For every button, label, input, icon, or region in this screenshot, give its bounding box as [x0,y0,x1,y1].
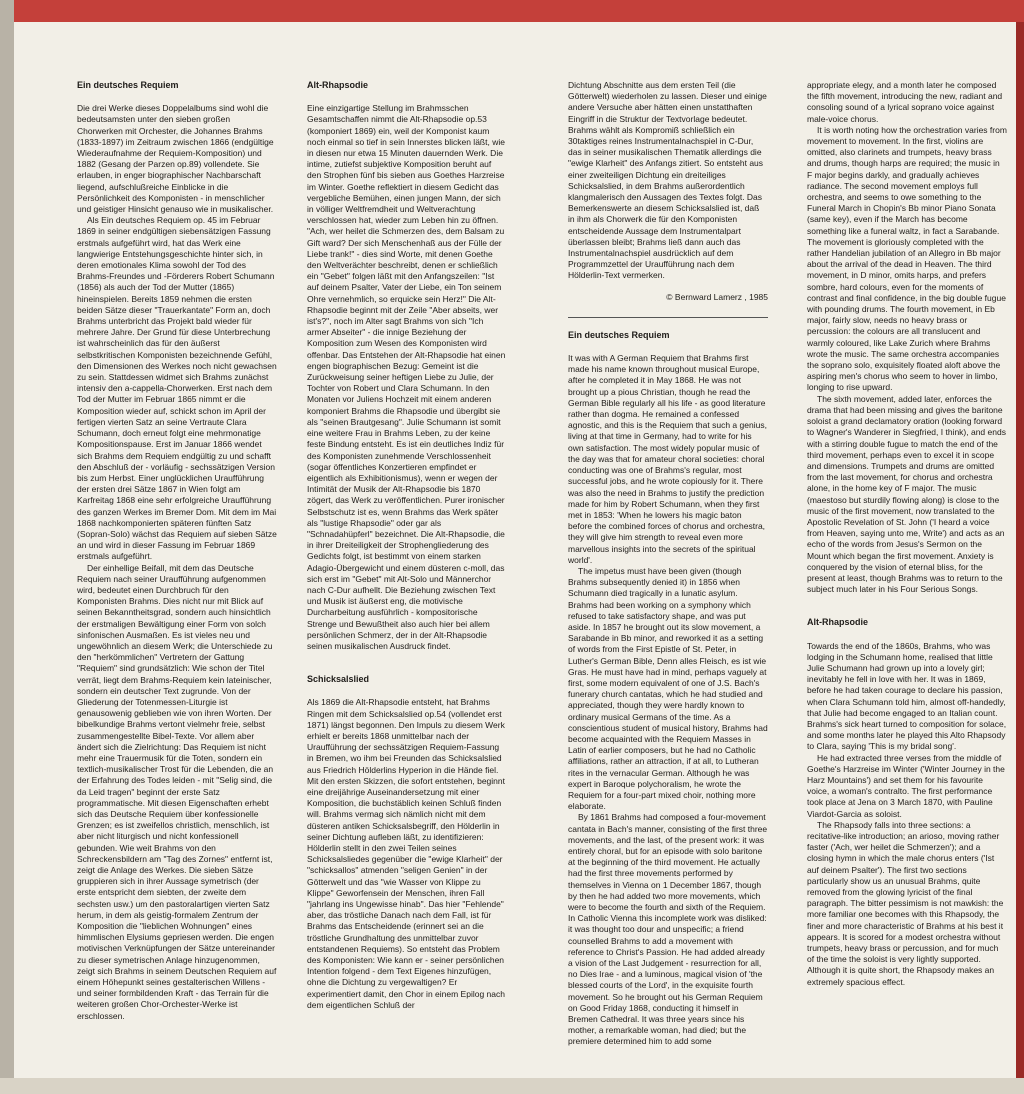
section-heading: Ein deutsches Requiem [77,80,179,90]
paragraph: The sixth movement, added later, enforces the drama that had been missing and gives the baritone soloist a grand declamatory oration (looking forward to Wagner's Wanderer in Siegfried, I think), and ends with a stirring double fugue to match the end of the third movement, perhaps even to excel it in scope and dimensions. Trumpets and drums are omitted from the last movement, for chorus and orchestra alone, in the home key of F major. The music (maestoso but sturdily flowing along) is close to the music of the first movement, now translated to the Apostolic Revelation of St. John ('I heard a voice from Heaven, saying unto me, Write') and acts as an echo of the words from Jesus's Sermon on the Mount which began the first movement. Anxiety is conquered by the vision of eternal bliss, for the present at least, though Brahms was to return to the subject much later in his Four Serious Songs. [807,393,1006,595]
sleeve-edge-top [0,0,1024,22]
paragraph: It is worth noting how the orchestration varies from movement to movement. In the first, violins are omitted, also clarinets and trumpets, heavy brass and drums, though harps are required; the music in F major begins darkly, and gradually achieves radiance. The second movement employs full orchestra, and seems to owe something to the Funeral March in Chopin's Bb minor Piano Sonata (same key), even if the March has become something like a funeral waltz, in fact a Sarabande. The movement is gloriously completed with the rather Handelian jubilation of an Allegro in Bb major about the arrival of the dead in Heaven. The third movement, in D minor, omits harps, and prefers sombre, hard colours, even for the moments of contrast and final confidence, in the big double fugue with pounding drums. The fourth movement, in Eb major, fairly slow, needs no heavy brass or percussion: the colours are all translucent and warmly coloured, like Lake Zurich where Brahms wrote the music. The same orchestra accompanies the soprano solo, exquisitely floated aloft above the aspiring men's chorus who seem to hover in limbo, longing to rise upward. [807,124,1007,393]
author-signature: © Bernward Lamerz , 1985 [666,291,768,302]
column-4 [807,80,1007,1074]
section-heading: Ein deutsches Requiem [568,329,670,340]
sleeve-edge-left [0,0,14,1094]
paragraph: He had extracted three verses from the middle of Goethe's Harzreise im Winter ('Winter Journey in the Harz Mountains') and set them for his favourite voice, a woman's contralto. The first performance took place at Jena on 3 March 1870, with Pauline Viardot-Garcia as soloist. [807,752,1005,819]
section-heading: Alt-Rhapsodie [807,617,869,628]
paragraph: appropriate elegy, and a month later he composed the fifth movement, introducing the new, radiant and consoling sound of a lyrical soprano voice against male-voice chorus. [807,80,1003,124]
paragraph: Der einhellige Beifall, mit dem das Deutsche Requiem nach seiner Uraufführung aufgenommen wird, bedeutet einen Durchbruch für den Komponisten Brahms. Dies nicht nur mit Blick auf seinen Bekanntheitsgrad, sondern auch hinsichtlich der erstmaligen Bewältigung einer Form von solch sinfonischen Ausmaßen. Es ist vieles neu und ungewöhnlich an diesem Werk; die Unterschiede zu den "herkömmlichen" Vertretern der Gattung "Requiem" sind grundsätzlich: Wie schon der Titel verrät, liegt dem Brahms-Requiem kein lateinischer, sondern ein deutscher Text zugrunde. Von der Gliederung der Totenmessen-Liturgie ist genausowenig geblieben wie von ihren Worten. Der bibelkundige Brahms vertont vielmehr freie, selbst zusammengestellte Bibel-Texte. Vor allem aber ändert sich die Zielrichtung: Das Requiem ist nicht mehr eine Trauermusik für die Toten, sondern ein textlich-musikalischer Trost für die Lebenden, die an der Erfahrung des Todes leiden - mit "Selig sind, die da Leid tragen" beginnt der erste Satz programmatische. Mit diesen Eigenschaften erhebt sich das Deutsche Requiem über konfessionelle Grenzen; es ist zweifellos christlich, menschlich, ist aber nicht liturgisch und nicht konfessionell gebunden. Wie weit Brahms von den Schreckensbildern am "Tag des Zornes" entfernt ist, zeigt die Anlage des Werkes. Die sieben Sätze gruppieren sich in ihrer Aussage symetrisch (der erste entspricht dem siebten, der zweite dem sechsten usw.) um den pastoralartigen vierten Satz herum, in dem als geistig-formalem Zentrum der Komposition die "lieblichen Wohnungen" eines himmlischen Elysiums gepriesen werden. Die engen motivischen Verknüpfungen der Sätze untereinander zu dieser symetrischen Anlage hinzugenommen, zeigt sich Brahms in seinem Deutschen Requiem auf einem Höhepunkt seines gestalterischen Willens - und seiner formbildenden Kraft - das Terrain für die weiteren großen Chor-Orchester-Werke ist erschlossen. [77,562,277,1021]
paragraph: The Rhapsody falls into three sections: a recitative-like introduction; an arioso, moving rather faster ('Ach, wer heilet die Schmerzen'); and a closing hymn in which the male chorus enters ('Ist auf deinem Psalter'). The first two sections particularly show us an unusual Brahms, quite removed from the glowing lyricist of the final paragraph. The bitter pessimism is not mawkish: the more familiar one becomes with this Rhapsody, the finer and more characteristic of Brahms at his best it appears. It is scored for a modest orchestra without trumpets, heavy brass or percussion, and for much of the time the soloist is very lightly supported. Although it is quite short, the Rhapsody makes an extremely spacious effect. [807,819,1004,987]
column-2 [307,80,507,1074]
section-heading: Alt-Rhapsodie [307,80,369,90]
paragraph: The impetus must have been given (though Brahms subsequently denied it) in 1856 when Schumann died tragically in a lunatic asylum. Brahms had been working on a symphony which refused to take satisfactory shape, and was put aside. In 1857 he brought out its slow movement, a Sarabande in Bb minor, and reworked it as a setting of words from the First Epistle of St. Peter, in Luther's German Bible, Denn alles Fleisch, es ist wie Gras. He must have had in mind, perhaps vaguely at first, some modern equivalent of one of J.S. Bach's funerary church cantatas, which he had studied and appreciated, though they were hardly known to ordinary musical Germans of the time. As a conscientious student of musical history, Brahms had become acquainted with the Requiem Masses in Latin of earlier composers, but he had no Catholic affiliations, rather an attraction, if at all, to Lutheran rites in the vernacular German. Although he was expert in Baroque polychoralism, he wrote the Requiem for a four-part mixed choir, nothing more elaborate. [568,565,768,812]
paragraph: Als 1869 die Alt-Rhapsodie entsteht, hat Brahms Ringen mit dem Schicksalslied op.54 (vollendet erst 1871) längst begonnen. Den Impuls zu diesem Werk erhielt er bereits 1868 unmittelbar nach der Uraufführung der sechssätzigen Requiem-Fassung in Bremen, wo ihm bei Freunden das Schicksalslied aus Friedrich Hölderlins Hyperion in die Hände fiel. Mit den ersten Skizzen, die sofort entstehen, beginnt eine dreijährige Auseinandersetzung mit einer Komposition, die buchstäblich keinen Schluß finden will. Brahms vermag sich nämlich nicht mit dem düsteren antiken Schicksalsbegriff, den Hölderlin in seiner Dichtung aufleben läßt, zu identifizieren: Hölderlin stellt in den zwei Teilen seines Schicksalsliedes gegenüber die "ewige Klarheit" der "schicksallos" atmenden "seligen Genien" in der Götterwelt und das "wie Wasser von Klippe zu Klippe" Geworfensein der Menschen, ihren Fall "jahrlang ins Ungewisse hinab". Das hier "Fehlende" aber, das tröstliche Danach nach dem Fall, ist für Brahms das Entscheidende (erinnert sei an die tröstliche Grundhaltung des unmittelbar zuvor entstandenen Requiems). So entsteht das Problem des Komponisten: Wie kann er - seiner persönlichen Intention folgend - dem Text Eigenes hinzufügen, ohne die Dichtung zu vergewaltigen? Er experimentiert damit, den Chor in einem Epilog nach dem eigentlichen Schluß der [307,697,505,1010]
liner-notes-sheet [14,22,1016,1078]
column-1 [77,80,277,1074]
paragraph: Dichtung Abschnitte aus dem ersten Teil (die Götterwelt) wiederholen zu lassen. Dieser und einige andere Versuche aber hätten einen unstatthaften Eingriff in die Struktur der Textvorlage bedeutet. Brahms wählt als Kompromiß schließlich ein 30taktiges reines Instrumentalnachspiel in C-Dur, das in seiner musikalischen Thematik allerdings die "ewige Klarheit" des Anfangs zitiert. So entsteht aus einer zweiteiligen Dichtung ein dreiteiliges Schicksalslied, in dem Brahms außerordentlich klangmalerisch den Aussagen des Textes folgt. Das Bemerkenswerte an diesem Schicksalslied ist, daß in ihm als Chorwerk die für den Komponisten entscheidende Aussage dem Instrumentalpart überlassen bleibt; Brahms ließ dann auch das Instrumentalnachspiel ausdrücklich auf dem Programmzettel der Uraufführung nach dem Hölderlin-Text vermerken. [568,80,767,281]
paragraph: Die drei Werke dieses Doppelalbums sind wohl die bedeutsamsten unter den sieben großen Chorwerken mit Orchester, die Johannes Brahms (1833-1897) im Zeitraum zwischen 1866 (endgültige Wiederaufnahme der Requiem-Komposition) und 1882 (Gesang der Parzen op.89) vollendete. Sie erlauben, in enger biographischer Nachbarschaft liegend, aufschlußreiche Einblicke in die Persönlichkeit des Komponisten - in menschlicher und geistiger Hinsicht genauso wie in musikalischer. [77,103,274,215]
divider [568,317,768,318]
paragraph: By 1861 Brahms had composed a four-movement cantata in Bach's manner, consisting of the first three movements, and the last, of the present work: it was entirely choral, but for an episode with solo baritone at the beginning of the third movement. He actually had the first three movements performed by themselves in Vienna on 1 December 1867, though by then he had added two more movements, which were to become the fourth and sixth of the Requiem. In Catholic Vienna this incomplete work was disliked: it was thought too dour and unspecific; a friend counselled Brahms to add a movement with reference to Christ's Passion. He had added already a vision of the Last Judgement - resurrection for all, no Dies Irae - and a luminous, magical vision of 'the blessed courts of the Lord', in the exquisite fourth movement. So he brought out his German Requiem on Good Friday 1868, conducting it himself in Bremen Cathedral. It was three years since his mother, a remarkable woman, had died; but the premiere determined him to add some [568,812,768,1047]
paragraph: Als Ein deutsches Requiem op. 45 im Februar 1869 in seiner endgültigen siebensätzigen Fassung erstmals aufgeführt wird, hat das Werk eine langwierige Entstehungsgeschichte hinter sich, in deren emotionales Klima sowohl der Tod des Brahms-Freundes und -Förderers Robert Schumann (1856) als auch der Tod der Mutter (1865) hineinspielen. Bereits 1859 nehmen die ersten beiden Sätze dieser "Trauerkantate" Form an, doch Brahms unterbricht das Projekt bald wieder für mehrere Jahre. Der Grund für diese Unterbrechung ist wahrscheinlich das für den äußerst selbstkritischen Komponisten bezeichnende Gefühl, den Dimensionen des Werkes noch nicht gewachsen zu sein. Stattdessen widmet sich Brahms zunächst intensiv den a-cappella-Chorwerken. Erst nach dem Tod der Mutter im Februar 1865 nimmt er die Komposition wieder auf, schickt schon im April der fertigen vierten Satz an seine Vertraute Clara Schumann, doch erneut folgt eine mehrmonatige Kompositionspause. Erst im Januar 1866 wendet sich Brahms dem Requiem endgültig zu und schafft den Abschluß der - vorläufig - sechssätzigen Version bis zum Herbst. Einer unglücklichen Uraufführung der ersten drei Sätze 1867 in Wien folgt am Karfreitag 1868 eine sehr erfolgreiche Uraufführung des ganzen Werkes im Bremer Dom. Mit dem im Mai 1868 nachkomponierten späteren fünften Satz (Sopran-Solo) wächst das Requiem auf sieben Sätze an und wird in dieser Fassung im Februar 1869 erstmals aufgeführt. [77,215,277,562]
paragraph: Towards the end of the 1860s, Brahms, who was lodging in the Schumann home, realised that little Julie Schumann had grown up into a lovely girl; inevitably he fell in love with her. It was in 1869, before he had taken courage to declare his passion, when Clara Schumann told him, almost off-handedly, that Julie had become engaged to an Italian count. Brahms's sick heart turned to composition for solace, and some months later he played this Alto Rhapsody to Clara, saying 'This is my bridal song'. [807,640,1007,752]
sleeve-edge-bottom [0,1078,1024,1094]
paragraph: Eine einzigartige Stellung im Brahmsschen Gesamtschaffen nimmt die Alt-Rhapsodie op.53 (komponiert 1869) ein, weil der Komponist kaum noch einmal so tief in sein Innerstes blicken läßt, wie in diesen nur etwa 15 Minuten dauernden Werk. Die intime, zutiefst subjektive Komposition beruht auf den Strophen fünf bis sieben aus Goethes Harzreise im Winter. Goethe reflektiert in diesem Gedicht das vergebliche Bemühen, einen jungen Mann, der sich in völliger Weltfremdheit und Weltverachtung verschlossen hat, wieder zum Leben hin zu öffnen. "Ach, wer heilet die Schmerzen des, dem Balsam zu Gift ward? Der sich Menschenhaß aus der Fülle der Liebe trank!" - dies sind Worte, mit denen Goethe den Weltverächter beschreibt, denen er schließlich ein "Gebet" folgen läßt mit den Anfangszeilen: "Ist auf deinem Psalter, Vater der Liebe, ein Ton seinem Ohre vernehmlich, so erquicke sein Herz!" Die Alt-Rhapsodie beginnt mit der Zeile "Aber abseits, wer ist's?", noch im Alter sagt Brahms von sich "Ich armer Abseiter" - die innige Beziehung der Komposition zum Wesen des Komponisten wird offenbar. Das Entstehen der Alt-Rhapsodie hat einen engen biographischen Bezug: Gemeint ist die Zurückweisung seiner heftigen Liebe zu Julie, der Tochter von Robert und Clara Schumann. In den Monaten vor Juliens Hochzeit mit einem anderen komponiert Brahms die Rhapsodie und übergibt sie als "seinen Brautgesang". Julie Schumann ist somit eine weitere Frau in Brahms Leben, zu der keine feste Bindung entsteht. Es ist ein deutliches Indiz für des Komponisten zunehmende Verschlossenheit (sogar öffentliches Konzertieren empfindet er eigentlich als Exhibitionismus), wenn er wegen der Intimität der Musik der Alt-Rhapsodie bis 1870 zögert, das Werk zu veröffentlichen. Purer ironischer Selbstschutz ist es, wenn Brahms das Werk später als "lustige Rhapsodie" oder gar als "Schnadahüpferl" bezeichnet. Die Alt-Rhapsodie, die in ihrer Dreiteiligkeit der Strophengliederung des Gedichts folgt, ist bestimmt von einem starken Adagio-Übergewicht und einem düsteren c-moll, das sich erst im "Gebet" mit Alt-Solo und Männerchor nach C-Dur aufhellt. Die Beziehung zwischen Text und Musik ist äußerst eng, die motivische Durcharbeitung ausführlich - kompositorische Strenge und Bewußtheit also auch hier bei allem persönlichen Schmerz, der in der Alt-Rhapsodie seinen musikalischen Ausdruck findet. [307,103,506,651]
section-heading: Schicksalslied [307,674,370,685]
column-3 [568,80,768,1074]
paragraph: It was with A German Requiem that Brahms first made his name known throughout musical Europe, after he completed it in May 1868. He was not brought up a pious Christian, though he read the German Bible regularly all his life - as good literature rather than dogma. He remained a confessed agnostic, and this is the Requiem that such a genius, living at that time in Germany, had to write for his own satisfaction. The most widely popular music of the day was that for amateur choral societies: choral conducting was one of Brahms's regular, most successful jobs, and he wrote copiously for it. There was also the need in Brahms to justify the prediction made for him by Robert Schumann, when they first met in 1853: 'When he lowers his magic baton before the combined forces of chorus and orchestra, they will give him strength to reveal even more marvellous insights into the secrets of the spiritual world'. [568,353,767,565]
